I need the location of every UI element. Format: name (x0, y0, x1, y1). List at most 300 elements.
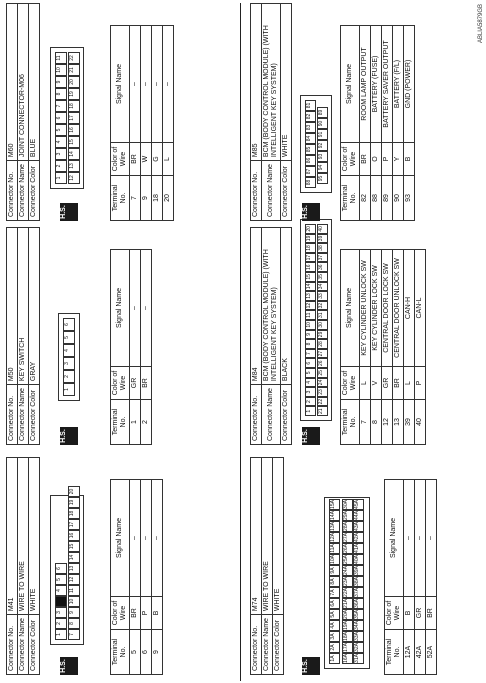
cell-t: 9 (152, 630, 163, 675)
column-header: Terminal No. (111, 630, 130, 675)
column-header: Signal Name (341, 250, 360, 367)
cell-c: GR (382, 367, 393, 400)
header-row (7, 4, 18, 221)
pin-cell: 32 (317, 301, 328, 311)
cell-t: 20 (163, 176, 174, 221)
pin-cell: 22 (317, 397, 328, 407)
signal-header-row (111, 250, 130, 445)
signal-header-row (111, 26, 130, 221)
pin-cell: 13A (329, 521, 340, 532)
pin-cell: 5 (55, 574, 67, 585)
hs-label: H.S. (60, 205, 67, 219)
cell-c: GR (415, 597, 426, 630)
m50-color: GRAY (29, 228, 40, 385)
cell-t: 8 (371, 400, 382, 445)
cell-t: 1 (130, 400, 141, 445)
pin-cell: 40 (317, 224, 328, 234)
pin-cell: 8 (55, 88, 67, 100)
table-row (130, 26, 141, 221)
m74-color: WHITE (273, 458, 284, 615)
pin-cell: 2 (55, 618, 67, 629)
m60-header-table (6, 3, 40, 221)
table-row (415, 480, 426, 675)
header-row (29, 458, 40, 675)
pin-cell: 94 (317, 162, 328, 173)
cell-t: 82 (360, 176, 371, 221)
cell-s: BATTERY (F/L) (393, 26, 404, 143)
pin-cell: 14 (68, 552, 80, 563)
pin-cell: 3 (63, 357, 75, 370)
header-label: Connector Name (262, 161, 281, 221)
pin-cell: 42A (353, 532, 364, 543)
cell-s: – (415, 480, 426, 597)
pin-cell: 3 (55, 148, 67, 160)
pin-cell: 41A (353, 543, 364, 554)
pin-cell: 1 (63, 383, 75, 396)
pin-cell: 86 (305, 155, 316, 166)
pin-cell: 39A (353, 565, 364, 576)
pin-cell: 20A (342, 609, 353, 620)
cell-t: 12A (404, 630, 415, 675)
pin-cell: 4 (305, 378, 316, 388)
hs-label: H.S. (302, 205, 309, 219)
pin-cell: 2 (63, 370, 75, 383)
cell-t: 7 (360, 400, 371, 445)
harness-side-icon (60, 427, 78, 445)
cell-c: B (404, 143, 415, 176)
pin-cell: 29 (317, 330, 328, 340)
harness-side-icon (60, 657, 78, 675)
pin-cell: 95 (317, 173, 328, 184)
m74-header-table (250, 457, 284, 675)
pin-cell: 85 (305, 144, 316, 155)
header-row (7, 458, 18, 675)
header-label: Connector Color (29, 161, 40, 221)
pin-cell: 17 (305, 253, 316, 263)
m60-header (6, 3, 40, 221)
table-row (371, 250, 382, 445)
column-header: Color of Wire (341, 367, 360, 400)
pin-cell: 31A (353, 653, 364, 664)
pin-cell: 16 (68, 124, 80, 136)
pin-cell: 13 (68, 160, 80, 172)
m85-no: M85 (251, 4, 262, 161)
pin-cell: 34A (353, 620, 364, 631)
m84-header-table (250, 227, 292, 445)
hs-label: H.S. (302, 659, 309, 673)
table-row (393, 26, 404, 221)
header-label: Connector No. (7, 161, 18, 221)
header-label: Connector Name (18, 161, 29, 221)
pin-cell: 2 (305, 397, 316, 407)
cell-s: – (404, 480, 415, 597)
pin-cell: 11 (305, 310, 316, 320)
pin-cell: 15A (329, 499, 340, 510)
m85-name: BCM (BODY CONTROL MODULE) (WITH INTELLIGENT KEY SYSTEM) (262, 4, 281, 161)
cell-s: – (130, 26, 141, 143)
pin-cell: 1A (329, 653, 340, 664)
pin-cell: 10 (55, 64, 67, 76)
header-label: Connector Color (273, 615, 284, 675)
cell-t: 7 (130, 176, 141, 221)
pin-cell: 91 (317, 129, 328, 140)
column-header: Signal Name (385, 480, 404, 597)
pin-cell: 33A (353, 631, 364, 642)
table-row (360, 26, 371, 221)
pin-cell: 5 (63, 331, 75, 344)
hs-label: H.S. (60, 659, 67, 673)
header-row (29, 228, 40, 445)
hs-label: H.S. (302, 429, 309, 443)
column-header: Signal Name (111, 250, 130, 367)
pin-cell: 6A (329, 598, 340, 609)
cell-s: KEY CYLINDER UNLOCK SW (360, 250, 371, 367)
pin-cell: 18 (305, 243, 316, 253)
pin-cell: 1 (55, 172, 67, 184)
pin-cell: 16A (342, 653, 353, 664)
pin-cell: 4 (63, 344, 75, 357)
pin-cell: 12 (68, 574, 80, 585)
figure-code: ABLIA5879GB (478, 4, 484, 44)
cell-c: G (152, 143, 163, 176)
m41-header (6, 457, 40, 675)
harness-side-icon (302, 427, 320, 445)
cell-c: BR (130, 143, 141, 176)
table-row (393, 250, 404, 445)
pin-cell: 8A (329, 576, 340, 587)
pin-cell: 14 (305, 282, 316, 292)
cell-t: 93 (404, 176, 415, 221)
cell-c: L (404, 367, 415, 400)
signal-table (340, 25, 415, 221)
cell-c: Y (393, 143, 404, 176)
pin-cell: 5 (55, 124, 67, 136)
m85-header-table (250, 3, 292, 221)
pin-cell: 8 (68, 618, 80, 629)
pin-cell (55, 596, 67, 607)
cell-c: BR (130, 597, 141, 630)
header-label: Connector Color (281, 385, 292, 445)
cell-c: GR (130, 367, 141, 400)
pin-cell: 5A (329, 609, 340, 620)
pin-cell: 9 (305, 330, 316, 340)
pin-cell: 7 (68, 629, 80, 640)
cell-t: 5 (130, 630, 141, 675)
table-row (415, 250, 426, 445)
cell-c: P (382, 143, 393, 176)
pin-cell: 93 (317, 151, 328, 162)
section-divider (240, 3, 241, 681)
column-header: Color of Wire (111, 597, 130, 630)
pin-cell: 19 (305, 234, 316, 244)
pin-cell: 81 (305, 100, 316, 111)
header-label: Connector Color (29, 615, 40, 675)
pin-cell: 4 (55, 136, 67, 148)
pin-cell: 25 (317, 368, 328, 378)
pin-cell: 24A (342, 565, 353, 576)
header-label: Connector Name (262, 385, 281, 445)
pin-cell: 23 (317, 387, 328, 397)
cell-c: P (141, 597, 152, 630)
cell-s: – (152, 480, 163, 597)
pin-cell: 6 (305, 358, 316, 368)
table-row (130, 250, 141, 445)
cell-c: BR (393, 367, 404, 400)
table-row (404, 250, 415, 445)
m50-header (6, 227, 40, 445)
pin-cell: 2 (55, 160, 67, 172)
cell-s: CAN-H (404, 250, 415, 367)
m84-connector-face (300, 219, 332, 421)
m50-connector-face (58, 313, 80, 401)
pin-cell: 29A (342, 510, 353, 521)
pin-cell: 37 (317, 253, 328, 263)
table-row (404, 480, 415, 675)
cell-c: W (141, 143, 152, 176)
header-label: Connector No. (251, 615, 262, 675)
pin-cell: 6 (63, 318, 75, 331)
column-header: Color of Wire (111, 143, 130, 176)
cell-c: O (371, 143, 382, 176)
pin-cell: 21 (68, 64, 80, 76)
cell-t: 89 (382, 176, 393, 221)
pin-cell: 5 (305, 368, 316, 378)
header-row (262, 4, 281, 221)
cell-c: BR (141, 367, 152, 400)
harness-side-icon (302, 203, 320, 221)
pin-cell: 22A (342, 587, 353, 598)
pin-cell: 34 (317, 282, 328, 292)
pin-cell: 30A (342, 499, 353, 510)
pin-cell: 20 (305, 224, 316, 234)
header-label: Connector Color (281, 161, 292, 221)
cell-s: BATTERY SAVER OUTPUT (382, 26, 393, 143)
pin-cell: 89 (317, 107, 328, 118)
header-row (262, 228, 281, 445)
pin-cell: 92 (317, 140, 328, 151)
pin-cell: 6 (55, 112, 67, 124)
header-label: Connector Name (18, 385, 29, 445)
signal-header-row (341, 250, 360, 445)
pin-cell: 90 (317, 118, 328, 129)
table-row (141, 480, 152, 675)
m74-connector-face (324, 497, 370, 669)
signal-table (110, 249, 152, 445)
pin-cell: 10 (305, 320, 316, 330)
header-row (18, 228, 29, 445)
pin-cell: 38 (317, 243, 328, 253)
cell-t: 42A (415, 630, 426, 675)
signal-header-row (341, 26, 360, 221)
cell-s: – (141, 480, 152, 597)
pin-cell: 10 (68, 596, 80, 607)
pin-cell: 4 (55, 585, 67, 596)
cell-c: L (163, 143, 174, 176)
signal-table (110, 25, 174, 221)
pin-cell: 17A (342, 642, 353, 653)
pin-cell: 4A (329, 620, 340, 631)
pin-cell: 16 (68, 530, 80, 541)
signal-table (384, 479, 437, 675)
table-row (360, 250, 371, 445)
pin-cell: 33 (317, 291, 328, 301)
header-row (251, 4, 262, 221)
m60-signal-table (110, 25, 174, 221)
pin-cell: 38A (353, 576, 364, 587)
cell-s: CAN-L (415, 250, 426, 367)
m41-no: M41 (7, 458, 18, 615)
pin-cell: 1 (55, 629, 67, 640)
pin-cell: 17 (68, 519, 80, 530)
pin-cell: 9 (55, 76, 67, 88)
header-row (281, 4, 292, 221)
pin-cell: 6 (55, 563, 67, 574)
pin-cell: 11A (329, 543, 340, 554)
cell-s: – (141, 250, 152, 367)
pin-cell: 83 (305, 122, 316, 133)
cell-t: 18 (152, 176, 163, 221)
pin-cell: 9A (329, 565, 340, 576)
cell-c: L (360, 367, 371, 400)
pin-cell: 3 (305, 387, 316, 397)
pin-cell: 15 (68, 136, 80, 148)
pin-cell: 10A (329, 554, 340, 565)
cell-c: P (415, 367, 426, 400)
cell-s: CENTRAL DOOR UNLOCK SW (393, 250, 404, 367)
column-header: Color of Wire (341, 143, 360, 176)
column-header: Signal Name (111, 26, 130, 143)
m74-header (250, 457, 284, 675)
table-row (382, 250, 393, 445)
pin-cell: 28 (317, 339, 328, 349)
pin-cell: 16 (305, 262, 316, 272)
pin-cell: 18 (68, 508, 80, 519)
hs-label: H.S. (60, 429, 67, 443)
pin-cell: 27 (317, 349, 328, 359)
pin-cell: 27A (342, 532, 353, 543)
pin-cell: 3 (55, 607, 67, 618)
m41-color: WHITE (29, 458, 40, 615)
cell-s: – (130, 250, 141, 367)
cell-s: – (130, 480, 141, 597)
pin-cell: 87 (305, 166, 316, 177)
table-row (141, 250, 152, 445)
cell-t: 6 (141, 630, 152, 675)
cell-s: – (163, 26, 174, 143)
column-header: Terminal No. (385, 630, 404, 675)
header-row (251, 458, 262, 675)
pin-cell: 20 (68, 76, 80, 88)
m41-signal-table (110, 479, 163, 675)
m50-no: M50 (7, 228, 18, 385)
pin-cell: 21 (317, 406, 328, 416)
table-row (404, 26, 415, 221)
m41-connector-face (50, 488, 84, 645)
pin-cell: 24 (317, 378, 328, 388)
table-row (152, 26, 163, 221)
m60-color: BLUE (29, 4, 40, 161)
pin-cell: 18A (342, 631, 353, 642)
m84-signal-table (340, 249, 426, 445)
pin-cell: 19 (68, 497, 80, 508)
header-row (7, 228, 18, 445)
pin-cell: 9 (68, 607, 80, 618)
pin-cell: 82 (305, 111, 316, 122)
pin-cell: 12 (68, 172, 80, 184)
column-header: Terminal No. (341, 400, 360, 445)
column-header: Terminal No. (111, 176, 130, 221)
pin-cell: 11 (68, 585, 80, 596)
cell-c: BR (360, 143, 371, 176)
pin-cell: 84 (305, 133, 316, 144)
m74-name: WIRE TO WIRE (262, 458, 273, 615)
cell-t: 12 (382, 400, 393, 445)
cell-s: – (141, 26, 152, 143)
header-label: Connector No. (251, 385, 262, 445)
header-label: Connector No. (7, 615, 18, 675)
harness-side-icon (302, 657, 320, 675)
signal-table (110, 479, 163, 675)
header-row (18, 458, 29, 675)
table-row (152, 480, 163, 675)
pin-cell: 88 (305, 177, 316, 188)
m50-name: KEY SWITCH (18, 228, 29, 385)
pin-cell: 7 (305, 349, 316, 359)
cell-s: KEY CYLINDER LOCK SW (371, 250, 382, 367)
header-row (251, 228, 262, 445)
m84-name: BCM (BODY CONTROL MODULE) (WITH INTELLIGENT KEY SYSTEM) (262, 228, 281, 385)
table-row (130, 480, 141, 675)
column-header: Terminal No. (111, 400, 130, 445)
pin-cell: 25A (342, 554, 353, 565)
pin-cell: 39 (317, 234, 328, 244)
table-row (426, 480, 437, 675)
pin-cell: 36 (317, 262, 328, 272)
table-row (163, 26, 174, 221)
cell-t: 52A (426, 630, 437, 675)
signal-table (340, 249, 426, 445)
header-row (18, 4, 29, 221)
cell-t: 9 (141, 176, 152, 221)
cell-c: B (152, 597, 163, 630)
cell-t: 39 (404, 400, 415, 445)
pin-cell: 11 (55, 52, 67, 64)
header-label: Connector Name (18, 615, 29, 675)
m85-color: WHITE (281, 4, 292, 161)
pin-cell: 12 (305, 301, 316, 311)
table-row (382, 26, 393, 221)
header-label: Connector No. (251, 161, 262, 221)
cell-s: ROOM LAMP OUTPUT (360, 26, 371, 143)
pin-cell: 3A (329, 631, 340, 642)
m50-header-table (6, 227, 40, 445)
pin-cell: 30 (317, 320, 328, 330)
m85-header (250, 3, 292, 221)
cell-t: 2 (141, 400, 152, 445)
column-header: Terminal No. (341, 176, 360, 221)
pin-cell: 28A (342, 521, 353, 532)
pin-cell: 14 (68, 148, 80, 160)
pin-cell: 7 (55, 100, 67, 112)
pin-cell: 31 (317, 310, 328, 320)
pin-cell: 21A (342, 598, 353, 609)
pin-cell: 13 (305, 291, 316, 301)
harness-side-icon (60, 203, 78, 221)
pin-cell: 44A (353, 510, 364, 521)
m84-color: BLACK (281, 228, 292, 385)
pin-cell: 17 (68, 112, 80, 124)
m41-name: WIRE TO WIRE (18, 458, 29, 615)
